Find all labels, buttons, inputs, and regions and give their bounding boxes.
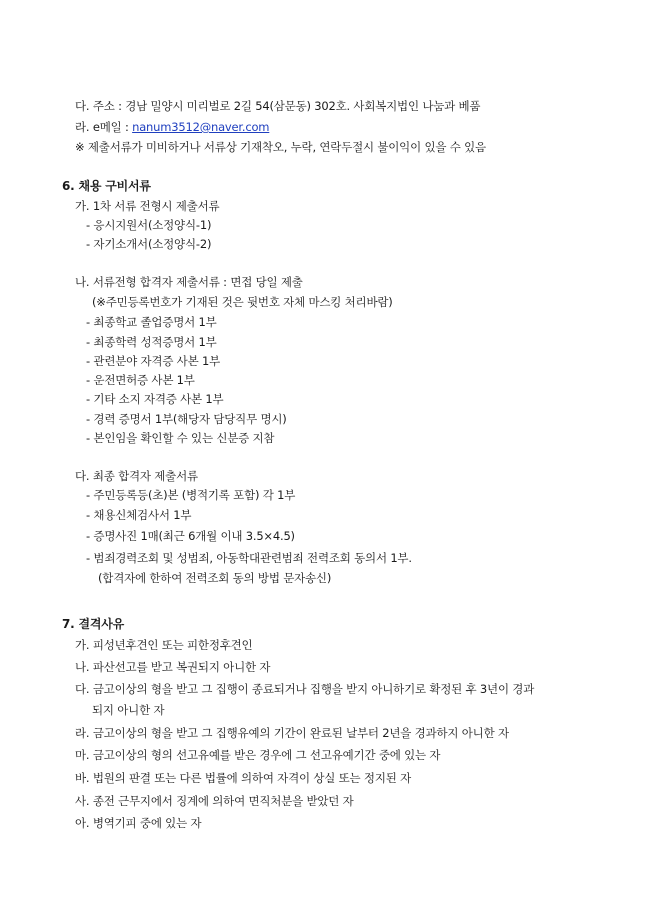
list-item: 아. 병역기피 중에 있는 자: [75, 816, 202, 830]
list-item: 가. 피성년후견인 또는 피한정후견인: [75, 638, 253, 652]
list-item: - 증명사진 1매(최근 6개월 이내 3.5×4.5): [86, 529, 295, 543]
list-item: 사. 종전 근무지에서 징계에 의하여 면직처분을 받았던 자: [75, 794, 354, 808]
section-6-heading: 6. 채용 구비서류: [62, 179, 151, 193]
list-item: - 최종학교 졸업증명서 1부: [86, 315, 217, 329]
list-item: - 기타 소지 자격증 사본 1부: [86, 392, 224, 406]
list-item: - 범죄경력조회 및 성범죄, 아동학대관련범죄 전력조회 동의서 1부.: [86, 551, 412, 565]
section-6b-note: (※주민등록번호가 기재된 것은 뒷번호 자체 마스킹 처리바람): [92, 295, 393, 309]
list-item: 라. 금고이상의 형을 받고 그 집행유예의 기간이 완료된 날부터 2년을 경과하지 아니한 자: [75, 726, 509, 740]
submission-notice: ※ 제출서류가 미비하거나 서류상 기재착오, 누락, 연락두절시 불이익이 있을 수 있음: [75, 140, 486, 154]
list-item-continuation: 되지 아니한 자: [92, 703, 165, 717]
list-item: - 관련분야 자격증 사본 1부: [86, 354, 220, 368]
contact-email-line: [75, 119, 269, 135]
list-item: - 본인임을 확인할 수 있는 신분증 지참: [86, 431, 275, 445]
list-item: 바. 법원의 판결 또는 다른 법률에 의하여 자격이 상실 또는 정지된 자: [75, 771, 412, 785]
section-6b-title: 나. 서류전형 합격자 제출서류 : 면접 당일 제출: [75, 275, 303, 289]
list-item: - 응시지원서(소정양식-1): [86, 218, 212, 232]
list-item: 마. 금고이상의 형의 선고유예를 받은 경우에 그 선고유예기간 중에 있는 자: [75, 748, 441, 762]
list-item: - 채용신체검사서 1부: [86, 508, 192, 522]
list-item: 다. 금고이상의 형을 받고 그 집행이 종료되거나 집행을 받지 아니하기로 확정된 후 3년이 경과: [75, 682, 535, 696]
list-item: - 경력 증명서 1부(해당자 담당직무 명시): [86, 412, 287, 426]
list-item: 나. 파산선고를 받고 복권되지 아니한 자: [75, 660, 271, 674]
email-link[interactable]: nanum3512@naver.com: [132, 120, 270, 134]
list-item: - 운전면허증 사본 1부: [86, 373, 195, 387]
email-label: 라. e메일 :: [75, 120, 133, 134]
list-item: - 주민등록등(초)본 (병적기록 포함) 각 1부: [86, 488, 296, 502]
list-item: - 자기소개서(소정양식-2): [86, 237, 212, 251]
section-6c-note: (합격자에 한하여 전력조회 동의 방법 문자송신): [98, 571, 332, 585]
section-6c-title: 다. 최종 합격자 제출서류: [75, 469, 198, 483]
section-6a-title: 가. 1차 서류 전형시 제출서류: [75, 199, 220, 213]
contact-address: 다. 주소 : 경남 밀양시 미리벌로 2길 54(삼문동) 302호. 사회복지법인 나눔과 베품: [75, 99, 481, 113]
section-7-heading: 7. 결격사유: [62, 617, 125, 631]
list-item: - 최종학력 성적증명서 1부: [86, 335, 217, 349]
